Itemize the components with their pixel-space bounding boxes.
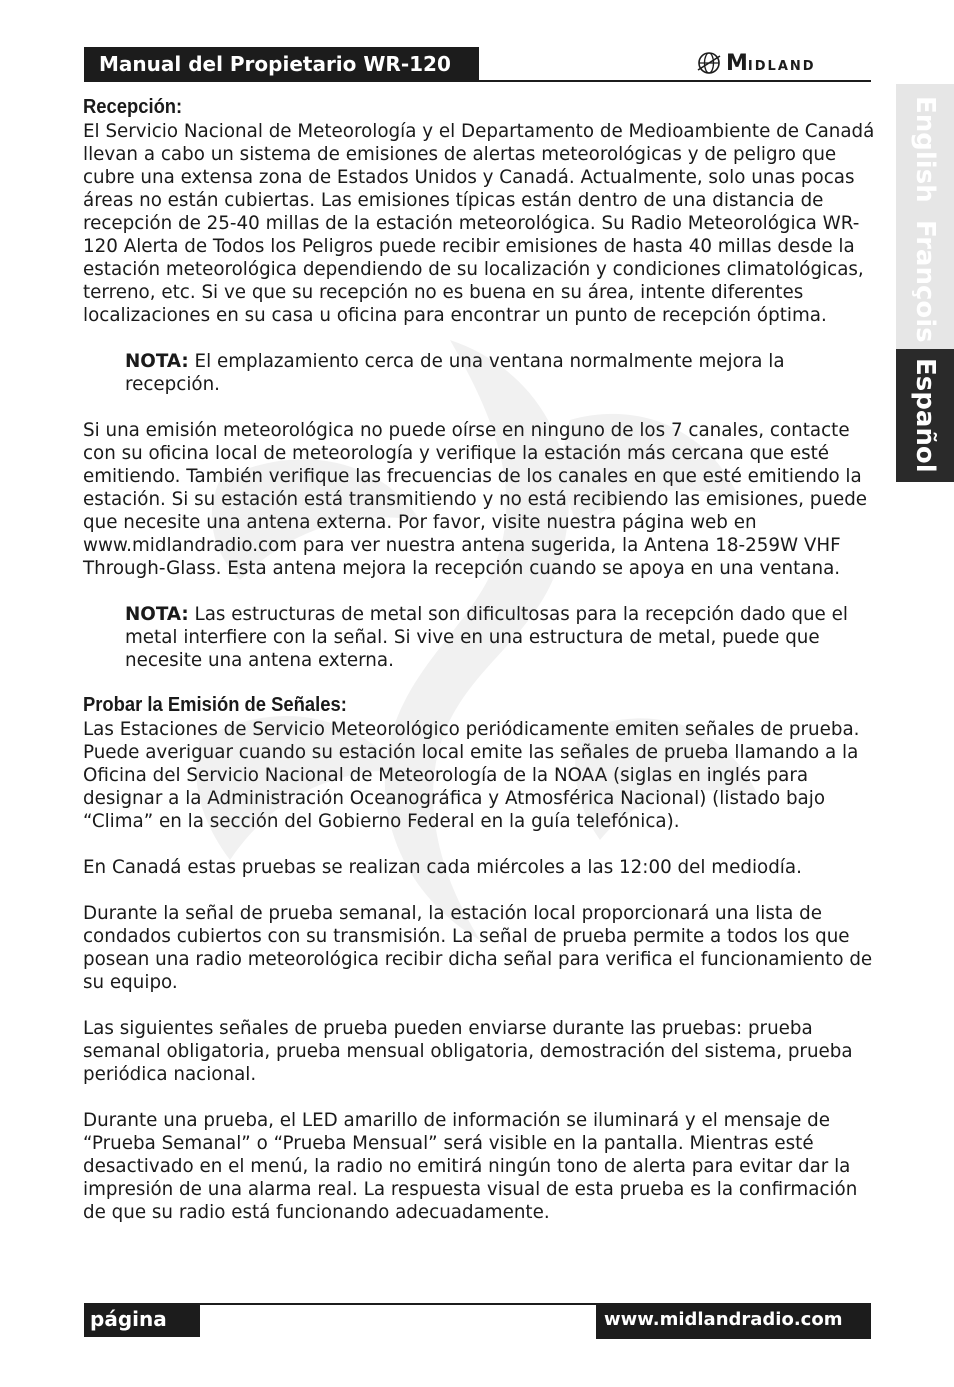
note-text: Las estructuras de metal son dificultosas para la recepción dado que el metal interfiere con la señal. Si vive en una estructura de metal, puede que necesite una antena externa.	[125, 604, 848, 671]
globe-icon	[696, 50, 722, 76]
header-rule	[84, 80, 871, 82]
note-metal	[83, 603, 883, 672]
website-url[interactable]: www.midlandradio.com	[596, 1303, 871, 1339]
manual-title: Manual del Propietario WR-120	[84, 47, 479, 81]
note-text: El emplazamiento cerca de una ventana normalmente mejora la recepción.	[125, 351, 785, 395]
test-paragraph-4: Las siguientes señales de prueba pueden enviarse durante las pruebas: prueba semanal obligatoria, prueba mensual obligatoria, demostración del sistema, prueba periódica nacional.	[83, 1018, 853, 1085]
test-paragraph-3: Durante la señal de prueba semanal, la estación local proporcionará una lista de condados cubiertos con su transmisión. La señal de prueba permite a todos los que posean una radio meteorológica recibir dicha señal para verifica el funcionamiento de su equipo.	[83, 903, 873, 993]
tab-english[interactable]: English	[896, 84, 954, 214]
reception-paragraph-1: El Servicio Nacional de Meteorología y el Departamento de Medioambiente de Canadá llevan a cabo un sistema de emisiones de alertas meteorológicas y de peligro que cubre una extensa zona de Estados Unidos y Canadá. Actualmente, solo unas pocas áreas no están cubiertas. Las emisiones típicas están dentro de una distancia de recepción de 25-40 millas de la estación meteorológica. Su Radio Meteorológica WR-120 Alerta de Todos los Peligros puede recibir emisiones de hasta 40 millas desde la estación meteorológica dependiendo de su localización y condiciones climatológicas, terreno, etc. Si ve que su recepción no es buena en su área, intente diferentes localizaciones en su casa u oficina para encontrar un punto de recepción óptima.	[83, 121, 875, 326]
test-heading: Probar la Emisión de Señales:	[83, 694, 347, 716]
reception-heading: Recepción:	[83, 96, 183, 118]
reception-paragraph-2: Si una emisión meteorológica no puede oírse en ninguno de los 7 canales, contacte con su oficina local de meteorología y verifique la estación más cercana que esté emitiendo. También verifique las frecuencias de los canales en que esté emitiendo la estación. Si su estación está transmitiendo y no está recibiendo las emisiones, puede que necesite una antena externa. Por favor, visite nuestra página web en www.midlandradio.com para ver nuestra antena sugerida, la Antena 18-259W VHF Through-Glass. Esta antena mejora la recepción cuando se apoya en una ventana.	[83, 420, 868, 579]
note-label: NOTA:	[125, 351, 189, 372]
note-window	[83, 350, 883, 396]
test-paragraph-1: Las Estaciones de Servicio Meteorológico periódicamente emiten señales de prueba. Puede averiguar cuando su estación local emite las señales de prueba llamando a la Oficina del Servicio Nacional de Meteorología de la NOAA (siglas en inglés para designar a la Administración Oceanográfica y Atmosférica Nacional) (listado bajo “Clima” en la sección del Gobierno Federal en la guía telefónica).	[83, 719, 860, 832]
test-paragraph-2: En Canadá estas pruebas se realizan cada miércoles a las 12:00 del mediodía.	[83, 857, 802, 878]
logo-wordmark: MIDLAND	[726, 50, 816, 76]
note-label: NOTA:	[125, 604, 189, 625]
tab-espanol[interactable]: Español	[896, 349, 954, 482]
midland-logo	[696, 49, 816, 77]
main-content	[83, 94, 883, 1224]
tab-francois[interactable]: François	[896, 214, 954, 349]
test-paragraph-5: Durante una prueba, el LED amarillo de información se iluminará y el mensaje de “Prueba Semanal” o “Prueba Mensual” será visible en la pantalla. Mientras esté desactivado en el menú, la radio no emitirá ningún tono de alerta para evitar dar la impresión de una alarma real. La respuesta visual de esta prueba es la confirmación de que su radio está funcionando adecuadamente.	[83, 1110, 858, 1223]
language-tabs	[896, 84, 954, 482]
page-number: página 35	[84, 1303, 200, 1337]
